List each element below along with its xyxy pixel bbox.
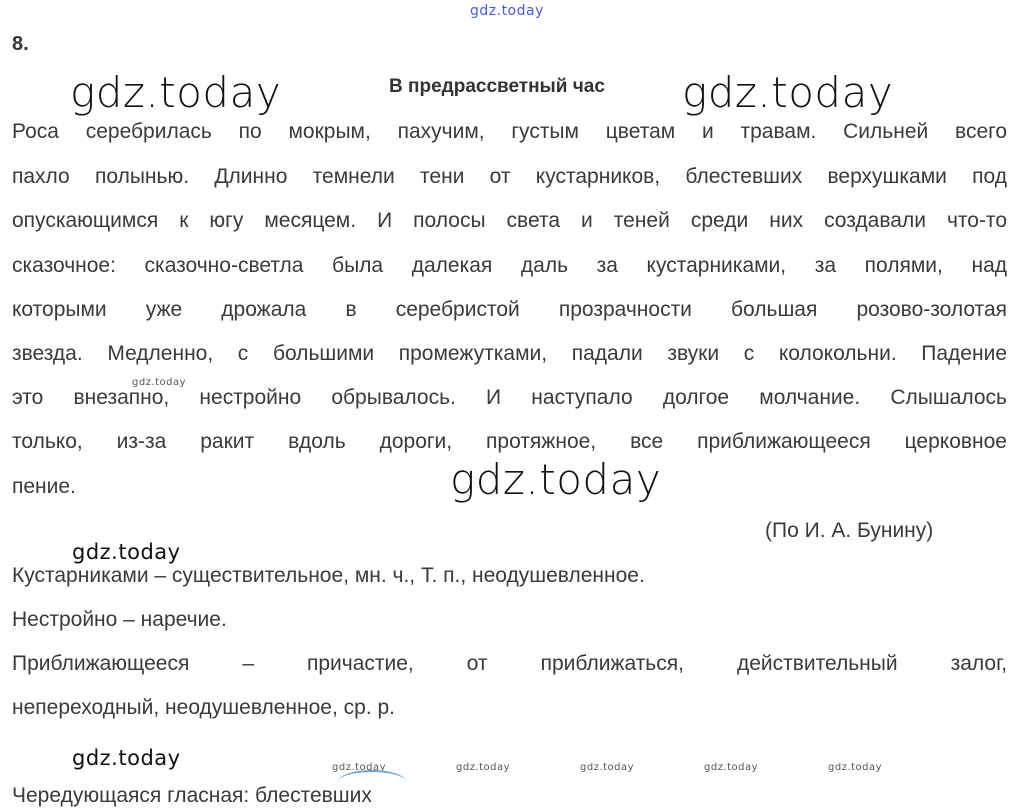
answer-line: Кустарниками – существительное, мн. ч., Т. п., неодушевленное.	[12, 564, 645, 587]
watermark-mid: gdz.today	[72, 540, 181, 564]
text-line: Роса серебрилась по мокрым, пахучим, густым цветам и травам. Сильней всего	[12, 120, 1007, 143]
exercise-number: 8.	[12, 33, 29, 55]
watermark-small: gdz.today	[332, 762, 387, 773]
text-title: В предрассветный час	[389, 76, 605, 97]
text-line: звезда. Медленно, с большими промежутками, падали звуки с колокольни. Падение	[12, 342, 1007, 365]
answer-line: Приближающееся – причастие, от приближаться, действительный залог,	[12, 652, 1007, 675]
author-attribution: (По И. А. Бунину)	[765, 519, 934, 542]
watermark-small: gdz.today	[828, 762, 883, 773]
watermark-small: gdz.today	[704, 762, 759, 773]
text-line: пахло полынью. Длинно темнели тени от кустарников, блестевших верхушками под	[12, 165, 1007, 188]
watermark-big: gdz.today	[70, 68, 282, 117]
answer-line: Чередующаяся гласная: блестевших	[12, 784, 372, 807]
watermark-small: gdz.today	[456, 762, 511, 773]
text-line: это внезапно, нестройно обрывалось. И наступало долгое молчание. Слышалось	[12, 386, 1007, 409]
text-line: только, из-за ракит вдоль дороги, протяжное, все приближающееся церковное	[12, 430, 1007, 453]
watermark-top: gdz.today	[470, 3, 544, 19]
watermark-small: gdz.today	[580, 762, 635, 773]
watermark-big: gdz.today	[682, 68, 894, 117]
text-line: которыми уже дрожала в серебристой прозрачности большая розово-золотая	[12, 298, 1007, 321]
answer-line: Нестройно – наречие.	[12, 608, 227, 631]
watermark-big: gdz.today	[450, 455, 662, 504]
answer-line: непереходный, неодушевленное, ср. р.	[12, 696, 396, 719]
watermark-mid: gdz.today	[72, 746, 181, 770]
text-line: опускающимся к югу месяцем. И полосы света и теней среди них создавали что-то	[12, 209, 1007, 232]
text-line: сказочное: сказочно-светла была далекая даль за кустарниками, за полями, над	[12, 254, 1007, 277]
watermark-small: gdz.today	[132, 377, 187, 388]
text-line: пение.	[12, 475, 76, 498]
